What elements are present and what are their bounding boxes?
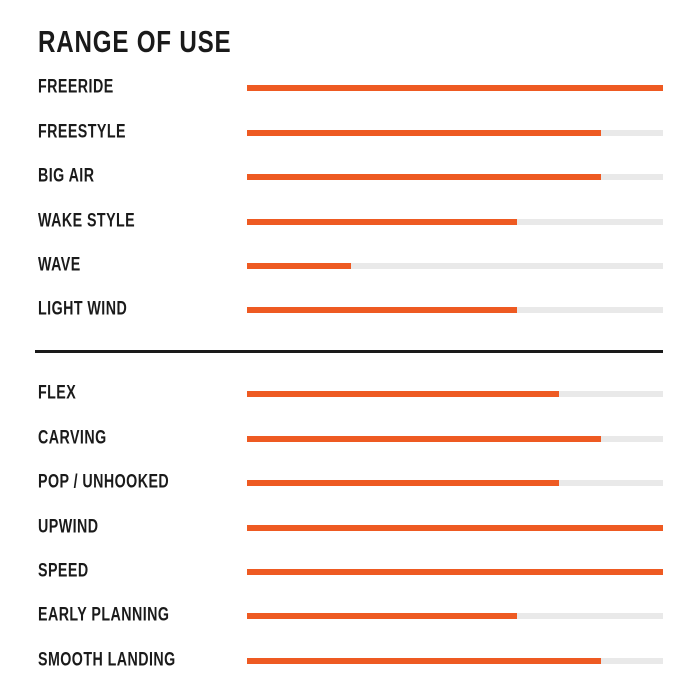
- bar-track: [247, 525, 663, 531]
- chart-row: [0, 199, 700, 243]
- bar-label: FREERIDE: [38, 76, 114, 98]
- bar-track: [247, 130, 663, 136]
- chart-row: [0, 639, 700, 683]
- bar-label: UPWIND: [38, 516, 99, 538]
- chart-row: [0, 155, 700, 199]
- bar-fill: [247, 174, 601, 180]
- bar-label: SPEED: [38, 560, 89, 582]
- chart-row: [0, 66, 700, 110]
- bar-fill: [247, 569, 663, 575]
- chart-row: [0, 110, 700, 154]
- bar-fill: [247, 613, 517, 619]
- bar-track: [247, 307, 663, 313]
- bar-fill: [247, 219, 517, 225]
- bar-fill: [247, 391, 559, 397]
- bar-fill: [247, 658, 601, 664]
- bar-track: [247, 658, 663, 664]
- bar-label: SMOOTH LANDING: [38, 649, 176, 671]
- bar-label: POP / UNHOOKED: [38, 471, 170, 493]
- bar-fill: [247, 263, 351, 269]
- bar-label: EARLY PLANNING: [38, 604, 170, 626]
- bar-track: [247, 436, 663, 442]
- bar-label: FLEX: [38, 382, 77, 404]
- chart-title: RANGE OF USE: [38, 24, 232, 59]
- bar-track: [247, 480, 663, 486]
- bar-label: WAKE STYLE: [38, 210, 136, 232]
- bar-track: [247, 613, 663, 619]
- bar-fill: [247, 307, 517, 313]
- bar-track: [247, 391, 663, 397]
- chart-row: [0, 288, 700, 332]
- chart-row: [0, 416, 700, 460]
- chart-row: [0, 550, 700, 594]
- bar-track: [247, 85, 663, 91]
- bar-track: [247, 219, 663, 225]
- bar-fill: [247, 436, 601, 442]
- bar-fill: [247, 480, 559, 486]
- chart-row: [0, 594, 700, 638]
- bar-track: [247, 569, 663, 575]
- bar-label: BIG AIR: [38, 165, 95, 187]
- chart-row: [0, 461, 700, 505]
- section-characteristics: [0, 372, 700, 684]
- bar-track: [247, 263, 663, 269]
- chart-row: [0, 372, 700, 416]
- section-divider: [35, 350, 663, 353]
- bar-label: FREESTYLE: [38, 121, 126, 143]
- chart-row: [0, 244, 700, 288]
- bar-label: CARVING: [38, 427, 107, 449]
- section-range-of-use: [0, 66, 700, 333]
- bar-label: LIGHT WIND: [38, 298, 128, 320]
- bar-label: WAVE: [38, 254, 81, 276]
- bar-track: [247, 174, 663, 180]
- bar-fill: [247, 525, 663, 531]
- bar-fill: [247, 130, 601, 136]
- chart-row: [0, 505, 700, 549]
- bar-fill: [247, 85, 663, 91]
